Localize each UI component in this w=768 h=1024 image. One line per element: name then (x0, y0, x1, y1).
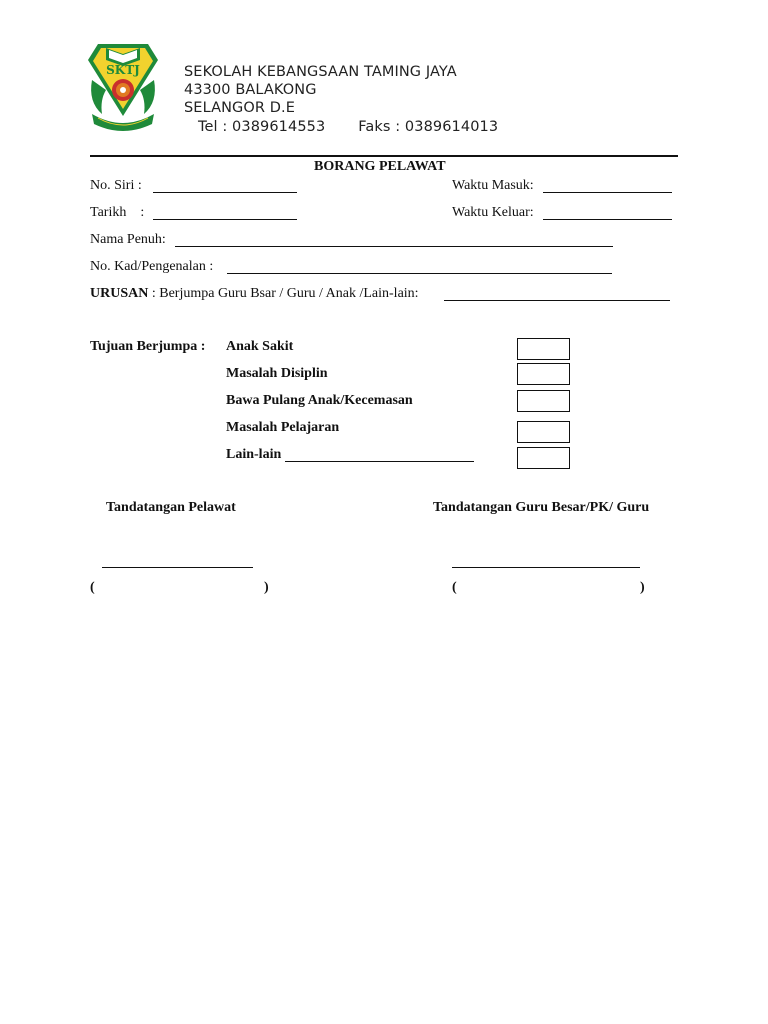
visitor-name-open: ( (90, 580, 95, 595)
urusan-text: : Berjumpa Guru Bsar / Guru / Anak /Lain-lain: (148, 286, 419, 301)
teacher-name-open: ( (452, 580, 457, 595)
no-siri-label: No. Siri : (90, 178, 142, 193)
form-title: BORANG PELAWAT (314, 159, 446, 174)
teacher-name-close: ) (640, 580, 645, 595)
option-lain-lain: Lain-lain (226, 447, 282, 462)
checkbox-bawa-pulang[interactable] (517, 390, 570, 412)
tujuan-label: Tujuan Berjumpa : (90, 339, 206, 354)
tarikh-field[interactable] (153, 219, 297, 220)
no-siri-field[interactable] (153, 192, 297, 193)
visitor-name-close: ) (264, 580, 269, 595)
checkbox-masalah-pelajaran[interactable] (517, 421, 570, 443)
urusan-row (90, 286, 419, 302)
kad-pengenalan-field[interactable] (227, 273, 612, 274)
option-masalah-disiplin: Masalah Disiplin (226, 366, 328, 381)
header-rule (90, 155, 678, 157)
checkbox-anak-sakit[interactable] (517, 338, 570, 360)
option-anak-sakit: Anak Sakit (226, 339, 294, 354)
school-logo (86, 40, 160, 132)
option-masalah-pelajaran: Masalah Pelajaran (226, 420, 340, 435)
waktu-masuk-label: Waktu Masuk: (452, 178, 534, 193)
waktu-keluar-label: Waktu Keluar: (452, 205, 534, 220)
waktu-masuk-field[interactable] (543, 192, 672, 193)
school-address-2: SELANGOR D.E (184, 100, 296, 116)
checkbox-lain-lain[interactable] (517, 447, 570, 469)
svg-text:SKTJ: SKTJ (106, 63, 140, 77)
teacher-signature-label: Tandatangan Guru Besar/PK/ Guru (433, 500, 650, 515)
urusan-field[interactable] (444, 300, 670, 301)
school-contact: Tel : 0389614553 Faks : 0389614013 (198, 119, 499, 135)
nama-penuh-field[interactable] (175, 246, 613, 247)
checkbox-masalah-disiplin[interactable] (517, 363, 570, 385)
waktu-keluar-field[interactable] (543, 219, 672, 220)
school-name: SEKOLAH KEBANGSAAN TAMING JAYA (184, 64, 457, 80)
teacher-signature-line[interactable] (452, 567, 640, 568)
visitor-signature-line[interactable] (102, 567, 253, 568)
visitor-signature-label: Tandatangan Pelawat (106, 500, 236, 515)
tarikh-label: Tarikh : (90, 205, 145, 220)
kad-pengenalan-label: No. Kad/Pengenalan : (90, 259, 214, 274)
option-bawa-pulang: Bawa Pulang Anak/Kecemasan (226, 393, 413, 408)
lain-lain-field[interactable] (285, 461, 474, 462)
nama-penuh-label: Nama Penuh: (90, 232, 166, 247)
school-address-1: 43300 BALAKONG (184, 82, 317, 98)
urusan-label: URUSAN (90, 286, 149, 301)
